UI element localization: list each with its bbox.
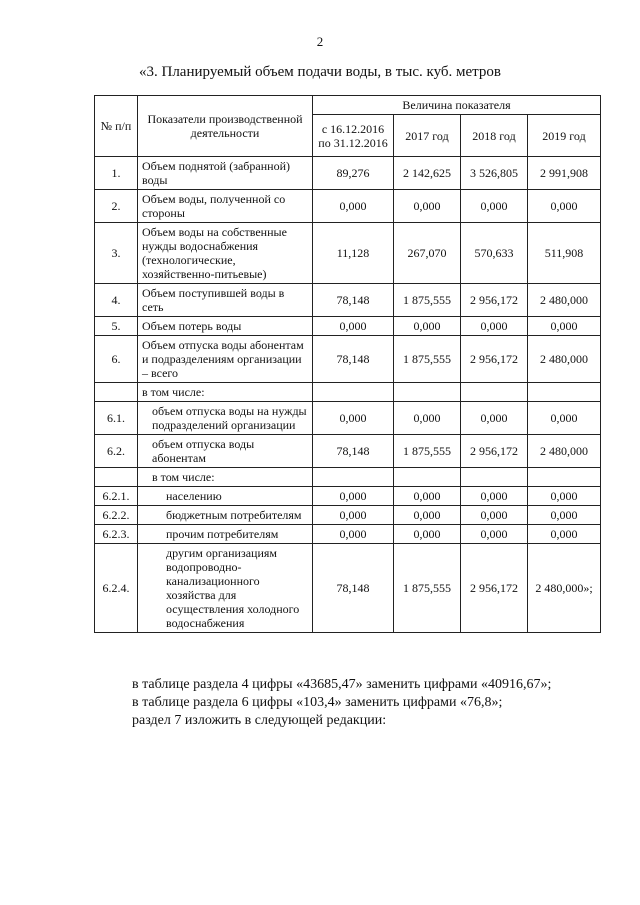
row-value: 0,000 <box>394 190 461 223</box>
row-number: 4. <box>95 284 138 317</box>
row-value: 0,000 <box>528 525 601 544</box>
table-row <box>95 487 601 506</box>
row-indicator: Объем воды, полученной со стороны <box>138 190 313 223</box>
row-value: 0,000 <box>313 487 394 506</box>
row-value: 0,000 <box>528 402 601 435</box>
row-value: 0,000 <box>461 487 528 506</box>
amendment-line: в таблице раздела 4 цифры «43685,47» заменить цифрами «40916,67»; <box>132 677 552 692</box>
header-indicator: Показатели производственной деятельности <box>138 96 313 157</box>
row-value: 2 991,908 <box>528 157 601 190</box>
row-value: 2 480,000 <box>528 435 601 468</box>
row-value: 0,000 <box>394 506 461 525</box>
table-row <box>95 525 601 544</box>
row-number: 6.2.2. <box>95 506 138 525</box>
row-number: 3. <box>95 223 138 284</box>
row-number: 2. <box>95 190 138 223</box>
page-number: 2 <box>316 34 324 49</box>
header-period-1: с 16.12.2016 по 31.12.2016 <box>313 115 394 157</box>
row-number: 6. <box>95 336 138 383</box>
table-body <box>95 96 601 633</box>
row-value: 0,000 <box>394 402 461 435</box>
row-value: 1 875,555 <box>394 284 461 317</box>
header-period-2: 2017 год <box>394 115 461 157</box>
row-value: 0,000 <box>313 506 394 525</box>
row-value: 0,000 <box>313 317 394 336</box>
table-row <box>95 544 601 633</box>
row-value: 0,000 <box>461 402 528 435</box>
row-indicator: объем отпуска воды на нужды подразделений организации <box>138 402 313 435</box>
header-period-4: 2019 год <box>528 115 601 157</box>
row-indicator: бюджетным потребителям <box>138 506 313 525</box>
row-value: 0,000 <box>461 317 528 336</box>
table-row <box>95 468 601 487</box>
row-value: 0,000 <box>528 190 601 223</box>
header-value-group: Величина показателя <box>313 96 601 115</box>
row-number: 6.1. <box>95 402 138 435</box>
row-indicator: прочим потребителям <box>138 525 313 544</box>
row-value: 2 956,172 <box>461 544 528 633</box>
row-indicator: Объем поступившей воды в сеть <box>138 284 313 317</box>
row-value: 2 480,000 <box>528 336 601 383</box>
row-value: 1 875,555 <box>394 336 461 383</box>
row-number: 6.2. <box>95 435 138 468</box>
row-value: 2 480,000»; <box>528 544 601 633</box>
table-row <box>95 383 601 402</box>
row-value: 0,000 <box>528 317 601 336</box>
row-number: 6.2.1. <box>95 487 138 506</box>
amendment-line: в таблице раздела 6 цифры «103,4» заменить цифрами «76,8»; <box>132 695 503 710</box>
row-value: 0,000 <box>313 525 394 544</box>
row-value: 78,148 <box>313 544 394 633</box>
row-value: 2 956,172 <box>461 336 528 383</box>
header-period-3: 2018 год <box>461 115 528 157</box>
row-value <box>528 383 601 402</box>
water-supply-table <box>94 95 601 633</box>
row-value: 0,000 <box>394 317 461 336</box>
row-value <box>313 468 394 487</box>
row-value: 0,000 <box>461 190 528 223</box>
row-value: 2 480,000 <box>528 284 601 317</box>
row-indicator: Объем воды на собственные нужды водоснабжения (технологические, хозяйственно-питьевые) <box>138 223 313 284</box>
row-value: 0,000 <box>394 525 461 544</box>
row-number: 1. <box>95 157 138 190</box>
row-value <box>394 468 461 487</box>
row-number: 6.2.3. <box>95 525 138 544</box>
row-value: 0,000 <box>528 487 601 506</box>
row-indicator: населению <box>138 487 313 506</box>
row-value: 2 142,625 <box>394 157 461 190</box>
row-value: 78,148 <box>313 336 394 383</box>
row-value: 2 956,172 <box>461 435 528 468</box>
row-value: 3 526,805 <box>461 157 528 190</box>
row-value: 1 875,555 <box>394 544 461 633</box>
table-row <box>95 190 601 223</box>
row-number <box>95 468 138 487</box>
row-indicator: Объем поднятой (забранной) воды <box>138 157 313 190</box>
row-value: 78,148 <box>313 284 394 317</box>
table-row <box>95 435 601 468</box>
row-indicator: Объем отпуска воды абонентам и подразделениям организации – всего <box>138 336 313 383</box>
row-value: 0,000 <box>461 525 528 544</box>
table-row <box>95 284 601 317</box>
row-value: 0,000 <box>313 190 394 223</box>
amendments-text <box>132 676 602 730</box>
row-value: 0,000 <box>313 402 394 435</box>
row-value: 267,070 <box>394 223 461 284</box>
row-indicator: другим организациям водопроводно-канализационного хозяйства для осуществления холодного водоснабжения <box>138 544 313 633</box>
amendment-line: раздел 7 изложить в следующей редакции: <box>132 713 387 728</box>
row-indicator: в том числе: <box>138 383 313 402</box>
table-row <box>95 317 601 336</box>
row-value <box>461 383 528 402</box>
row-number <box>95 383 138 402</box>
row-indicator: в том числе: <box>138 468 313 487</box>
row-number: 5. <box>95 317 138 336</box>
row-value: 1 875,555 <box>394 435 461 468</box>
header-num: № п/п <box>95 96 138 157</box>
row-value: 11,128 <box>313 223 394 284</box>
table-row <box>95 506 601 525</box>
row-value <box>528 468 601 487</box>
row-indicator: Объем потерь воды <box>138 317 313 336</box>
row-value: 0,000 <box>461 506 528 525</box>
section-title: «3. Планируемый объем подачи воды, в тыс. куб. метров <box>138 64 502 80</box>
table-row <box>95 223 601 284</box>
row-indicator: объем отпуска воды абонентам <box>138 435 313 468</box>
row-number: 6.2.4. <box>95 544 138 633</box>
row-value: 78,148 <box>313 435 394 468</box>
table-row <box>95 336 601 383</box>
header-row-1 <box>95 96 601 115</box>
row-value: 0,000 <box>394 487 461 506</box>
table-row <box>95 157 601 190</box>
row-value: 511,908 <box>528 223 601 284</box>
row-value: 2 956,172 <box>461 284 528 317</box>
row-value <box>313 383 394 402</box>
row-value: 89,276 <box>313 157 394 190</box>
row-value: 570,633 <box>461 223 528 284</box>
row-value: 0,000 <box>528 506 601 525</box>
row-value <box>461 468 528 487</box>
table-row <box>95 402 601 435</box>
row-value <box>394 383 461 402</box>
